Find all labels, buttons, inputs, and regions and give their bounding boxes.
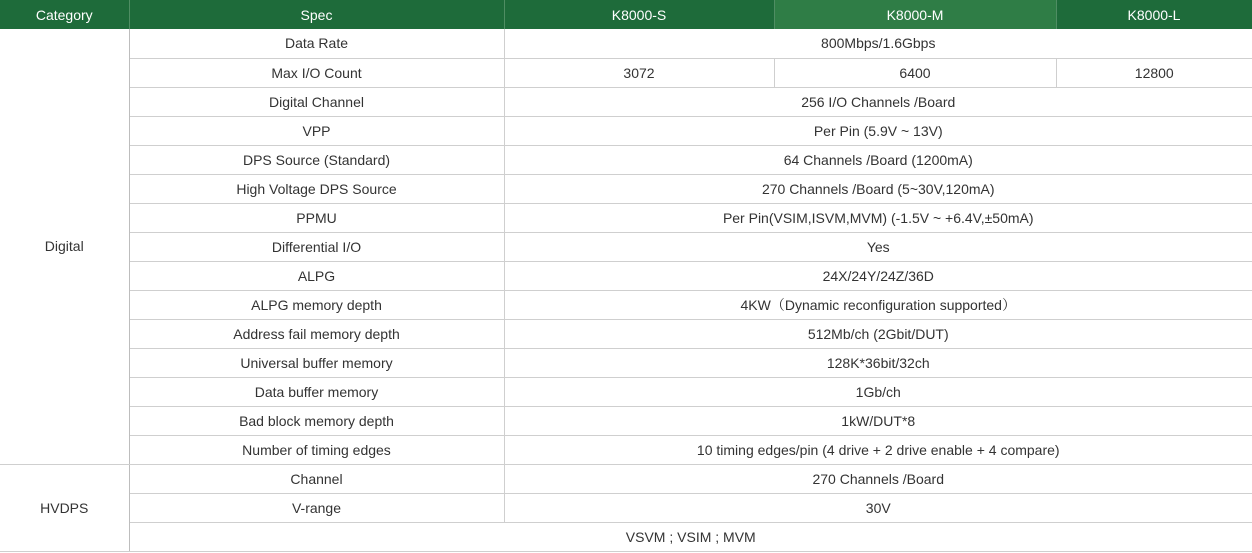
spec-label: VPP (129, 116, 504, 145)
spec-value-s: 3072 (504, 58, 774, 87)
spec-value-m: 6400 (774, 58, 1056, 87)
spec-value-full: VSVM ; VSIM ; MVM (129, 522, 1252, 551)
table-row (0, 58, 1252, 87)
spec-value: Per Pin(VSIM,ISVM,MVM) (-1.5V ~ +6.4V,±50mA) (504, 203, 1252, 232)
spec-label: ALPG (129, 261, 504, 290)
header-model-s: K8000-S (504, 0, 774, 29)
spec-label: Universal buffer memory (129, 348, 504, 377)
spec-value: 512Mb/ch (2Gbit/DUT) (504, 319, 1252, 348)
spec-label: Address fail memory depth (129, 319, 504, 348)
table-row (0, 290, 1252, 319)
spec-label: Differential I/O (129, 232, 504, 261)
table-row (0, 348, 1252, 377)
table-row (0, 464, 1252, 493)
spec-value-l: 12800 (1056, 58, 1252, 87)
spec-label: Bad block memory depth (129, 406, 504, 435)
table-row (0, 203, 1252, 232)
table-row (0, 435, 1252, 464)
spec-label: Data buffer memory (129, 377, 504, 406)
spec-value: 1Gb/ch (504, 377, 1252, 406)
table-row (0, 87, 1252, 116)
table-row (0, 174, 1252, 203)
spec-value: 24X/24Y/24Z/36D (504, 261, 1252, 290)
spec-label: V-range (129, 493, 504, 522)
table-row (0, 116, 1252, 145)
header-model-m: K8000-M (774, 0, 1056, 29)
spec-label: DPS Source (Standard) (129, 145, 504, 174)
spec-value: 128K*36bit/32ch (504, 348, 1252, 377)
table-row (0, 29, 1252, 58)
header-model-l: K8000-L (1056, 0, 1252, 29)
spec-value: Per Pin (5.9V ~ 13V) (504, 116, 1252, 145)
spec-value: 270 Channels /Board (5~30V,120mA) (504, 174, 1252, 203)
table-row (0, 319, 1252, 348)
spec-label: Channel (129, 464, 504, 493)
table-row (0, 522, 1252, 551)
spec-value: 64 Channels /Board (1200mA) (504, 145, 1252, 174)
spec-value: 270 Channels /Board (504, 464, 1252, 493)
spec-value: 4KW（Dynamic reconfiguration supported） (504, 290, 1252, 319)
spec-label: Data Rate (129, 29, 504, 58)
spec-value: 256 I/O Channels /Board (504, 87, 1252, 116)
table-row (0, 261, 1252, 290)
spec-value: 30V (504, 493, 1252, 522)
table-row (0, 406, 1252, 435)
spec-label: ALPG memory depth (129, 290, 504, 319)
spec-value: Yes (504, 232, 1252, 261)
table-row (0, 493, 1252, 522)
table-row (0, 377, 1252, 406)
spec-label: Max I/O Count (129, 58, 504, 87)
header-spec: Spec (129, 0, 504, 29)
spec-value: 1kW/DUT*8 (504, 406, 1252, 435)
spec-label: Digital Channel (129, 87, 504, 116)
spec-label: Number of timing edges (129, 435, 504, 464)
header-category: Category (0, 0, 129, 29)
category-hvdps: HVDPS (0, 464, 129, 551)
spec-label: PPMU (129, 203, 504, 232)
category-digital: Digital (0, 29, 129, 464)
spec-value: 10 timing edges/pin (4 drive + 2 drive enable + 4 compare) (504, 435, 1252, 464)
table-row (0, 145, 1252, 174)
spec-label: High Voltage DPS Source (129, 174, 504, 203)
header-row (0, 0, 1252, 29)
spec-value: 800Mbps/1.6Gbps (504, 29, 1252, 58)
table-row (0, 232, 1252, 261)
